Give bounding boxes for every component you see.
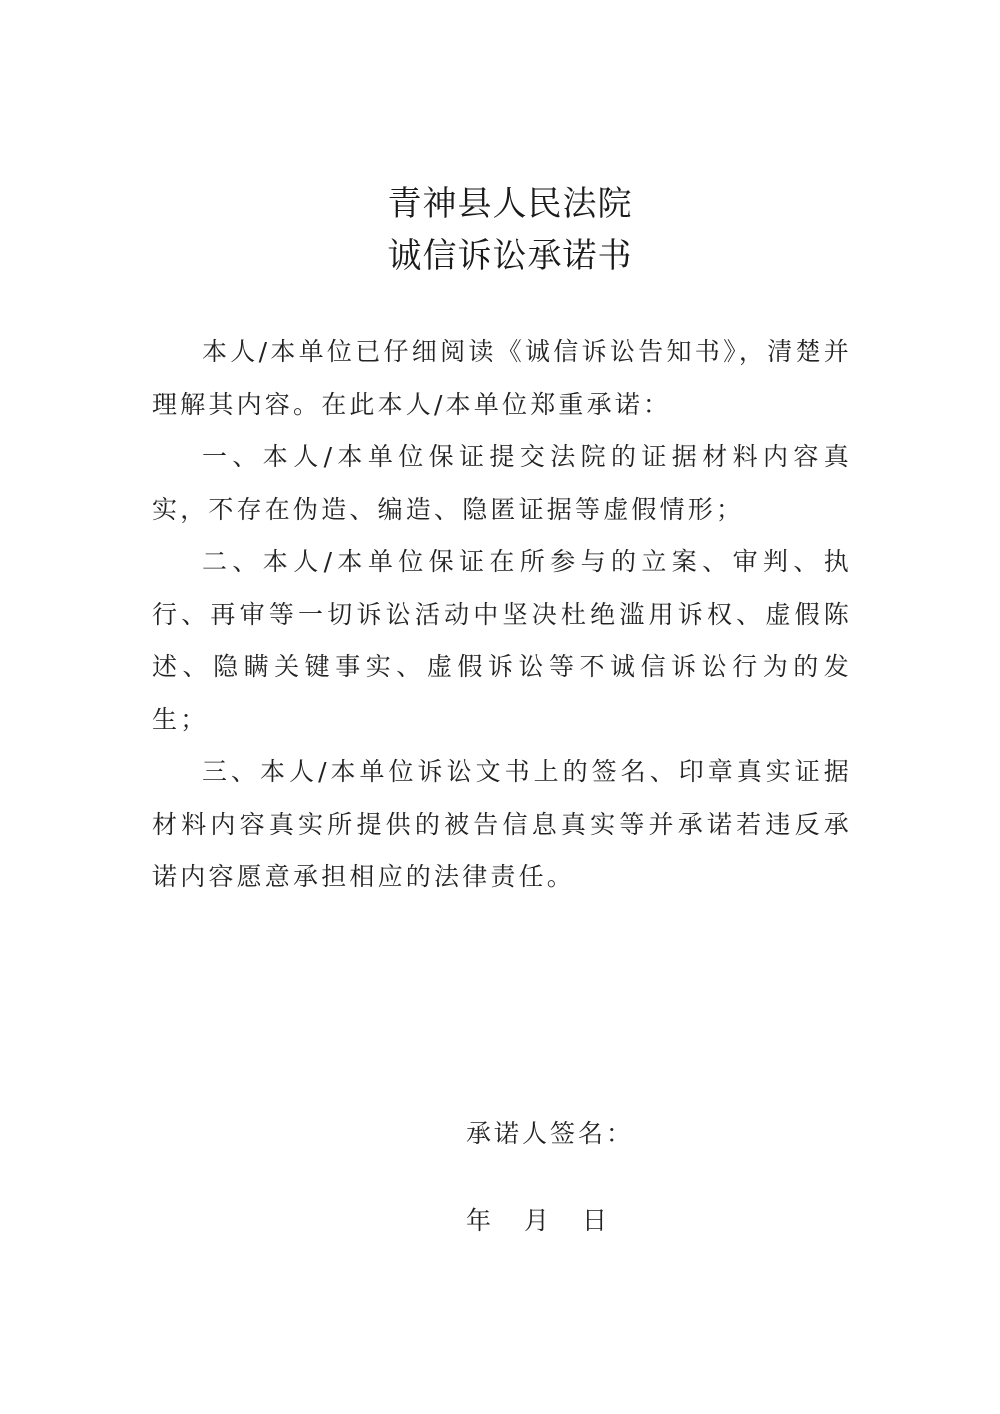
- date-year-label: 年: [466, 1206, 492, 1235]
- document-title: [0, 178, 1000, 282]
- date-month-label: 月: [524, 1206, 550, 1235]
- court-name: 青神县人民法院: [387, 184, 633, 224]
- date-day-label: 日: [582, 1206, 608, 1235]
- date-line: [466, 1203, 607, 1239]
- intro-paragraph: 本人/本单位已仔细阅读《诚信诉讼告知书》，清楚并理解其内容。在此本人/本单位郑重承诺：: [152, 337, 852, 419]
- commitment-item-1: 一、本人/本单位保证提交法院的证据材料内容真实，不存在伪造、编造、隐匿证据等虚假情形；: [152, 442, 852, 524]
- signature-label: 承诺人签名：: [466, 1119, 635, 1148]
- commitment-item-3: 三、本人/本单位诉讼文书上的签名、印章真实证据材料内容真实所提供的被告信息真实等并承诺若违反承诺内容愿意承担相应的法律责任。: [152, 757, 852, 891]
- document-heading: 诚信诉讼承诺书: [387, 236, 633, 276]
- document-body: [152, 326, 852, 904]
- commitment-item-2: 二、本人/本单位保证在所参与的立案、审判、执行、再审等一切诉讼活动中坚决杜绝滥用诉权、虚假陈述、隐瞒关键事实、虚假诉讼等不诚信诉讼行为的发生；: [152, 547, 852, 734]
